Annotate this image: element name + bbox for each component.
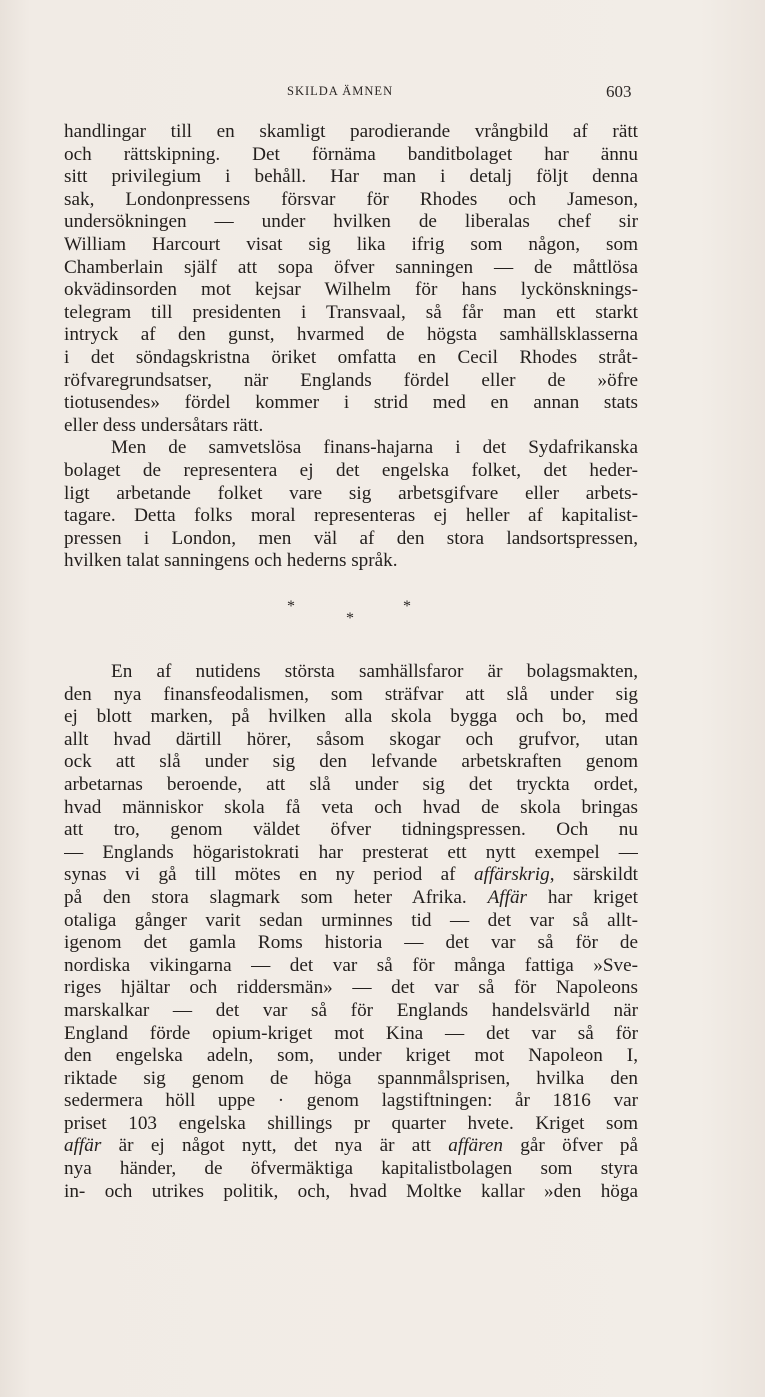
- text-line: — Englands högaristokrati har presterat ett nytt exempel —: [64, 841, 638, 863]
- text-line: eller dess undersåtars rätt.: [64, 414, 264, 436]
- text-line: riges hjältar och riddersmän» — det var så för Napoleons: [64, 977, 638, 999]
- text-line: pressen i London, men väl af den stora landsortspressen,: [64, 527, 638, 549]
- text-line: telegram till presidenten i Transvaal, så får man ett starkt: [64, 301, 638, 323]
- text-line: igenom det gamla Roms historia — det var så för de: [64, 932, 638, 954]
- text-line: röfvaregrundsatser, när Englands fördel eller de »öfre: [64, 369, 638, 391]
- text-line: sitt privilegium i behåll. Har man i detalj följt denna: [64, 166, 638, 188]
- text-block-upper: [64, 121, 638, 573]
- text-line: i det söndagskristna öriket omfatta en Cecil Rhodes stråt-: [64, 346, 638, 368]
- italic-word: Affär: [487, 886, 528, 908]
- page-number: 603: [606, 82, 632, 101]
- text-line: tagare. Detta folks moral representeras ej heller af kapitalist-: [64, 505, 638, 527]
- text-line: och rättskipning. Det förnäma banditbolaget har ännu: [64, 143, 638, 165]
- text-line: den nya finansfeodalismen, som sträfvar att slå under sig: [64, 683, 638, 705]
- text-line: intryck af den gunst, hvarmed de högsta samhällsklasserna: [64, 324, 638, 346]
- italic-word: affär: [64, 1135, 102, 1157]
- text-line: priset 103 engelska shillings pr quarter hvete. Kriget som: [64, 1112, 638, 1134]
- text-line: England förde opium-kriget mot Kina — det var så för: [64, 1022, 638, 1044]
- text-line: handlingar till en skamligt parodierande vrångbild af rätt: [64, 121, 638, 142]
- text-line: att tro, genom väldet öfver tidningspressen. Och nu: [64, 819, 638, 841]
- text-line: den engelska adeln, som, under kriget mot Napoleon I,: [64, 1045, 638, 1067]
- text-line: på den stora slagmark som heter Afrika. Affär har kriget: [64, 886, 638, 908]
- text-line: William Harcourt visat sig lika ifrig som någon, som: [64, 233, 638, 255]
- text-line: Men de samvetslösa finans-hajarna i det Sydafrikanska: [111, 437, 638, 459]
- text-line: riktade sig genom de höga spannmålsprisen, hvilka den: [64, 1067, 638, 1089]
- text-line: arbetarnas beroende, att slå under sig det tryckta ordet,: [64, 773, 638, 795]
- text-line: nordiska vikingarna — det var så för många fattiga »Sve-: [64, 954, 638, 976]
- text-line: nya händer, de öfvermäktiga kapitalistbolagen som styra: [64, 1158, 638, 1180]
- text-line: otaliga gånger varit sedan urminnes tid — det var så allt-: [64, 909, 638, 931]
- text-line: undersökningen — under hvilken de liberalas chef sir: [64, 211, 638, 233]
- text-line: ock att slå under sig den lefvande arbetskraften genom: [64, 751, 638, 773]
- text-line: bolaget de representera ej det engelska folket, det heder-: [64, 459, 638, 481]
- asterisk: *: [287, 598, 295, 615]
- asterisk: *: [403, 598, 411, 615]
- text-line: synas vi gå till mötes en ny period af affärskrig, särskildt: [64, 864, 638, 886]
- text-line: sedermera höll uppe · genom lagstiftningen: år 1816 var: [64, 1090, 638, 1112]
- text-line: hvad människor skola få veta och hvad de skola bringas: [64, 796, 638, 818]
- running-head-title: SKILDA ÄMNEN: [287, 84, 394, 98]
- text-line: in- och utrikes politik, och, hvad Moltke kallar »den höga: [64, 1180, 638, 1202]
- running-head: [0, 84, 765, 104]
- text-line: ej blott marken, på hvilken alla skola bygga och bo, med: [64, 706, 638, 728]
- text-block-lower: [64, 661, 638, 1203]
- text-line: affär är ej något nytt, det nya är att affären går öfver på: [64, 1135, 638, 1157]
- italic-word: affären: [448, 1135, 503, 1157]
- text-line: Chamberlain själf att sopa öfver sanningen — de måttlösa: [64, 256, 638, 278]
- text-line: En af nutidens största samhällsfaror är bolagsmakten,: [111, 661, 638, 682]
- text-line: ligt arbetande folket vare sig arbetsgifvare eller arbets-: [64, 482, 638, 504]
- italic-word: affärskrig: [474, 864, 550, 886]
- text-line: okvädinsorden mot kejsar Wilhelm för hans lyckönsknings-: [64, 279, 638, 301]
- text-line: sak, Londonpressens försvar för Rhodes och Jameson,: [64, 188, 638, 210]
- text-line: marskalkar — det var så för Englands handelsvärld när: [64, 999, 638, 1021]
- text-line: hvilken talat sanningens och hederns språk.: [64, 550, 398, 572]
- text-line: allt hvad därtill hörer, såsom skogar och grufvor, utan: [64, 728, 638, 750]
- asterisk: *: [346, 610, 354, 627]
- text-line: tiotusendes» fördel kommer i strid med en annan stats: [64, 392, 638, 414]
- section-break-asterism: [0, 598, 765, 628]
